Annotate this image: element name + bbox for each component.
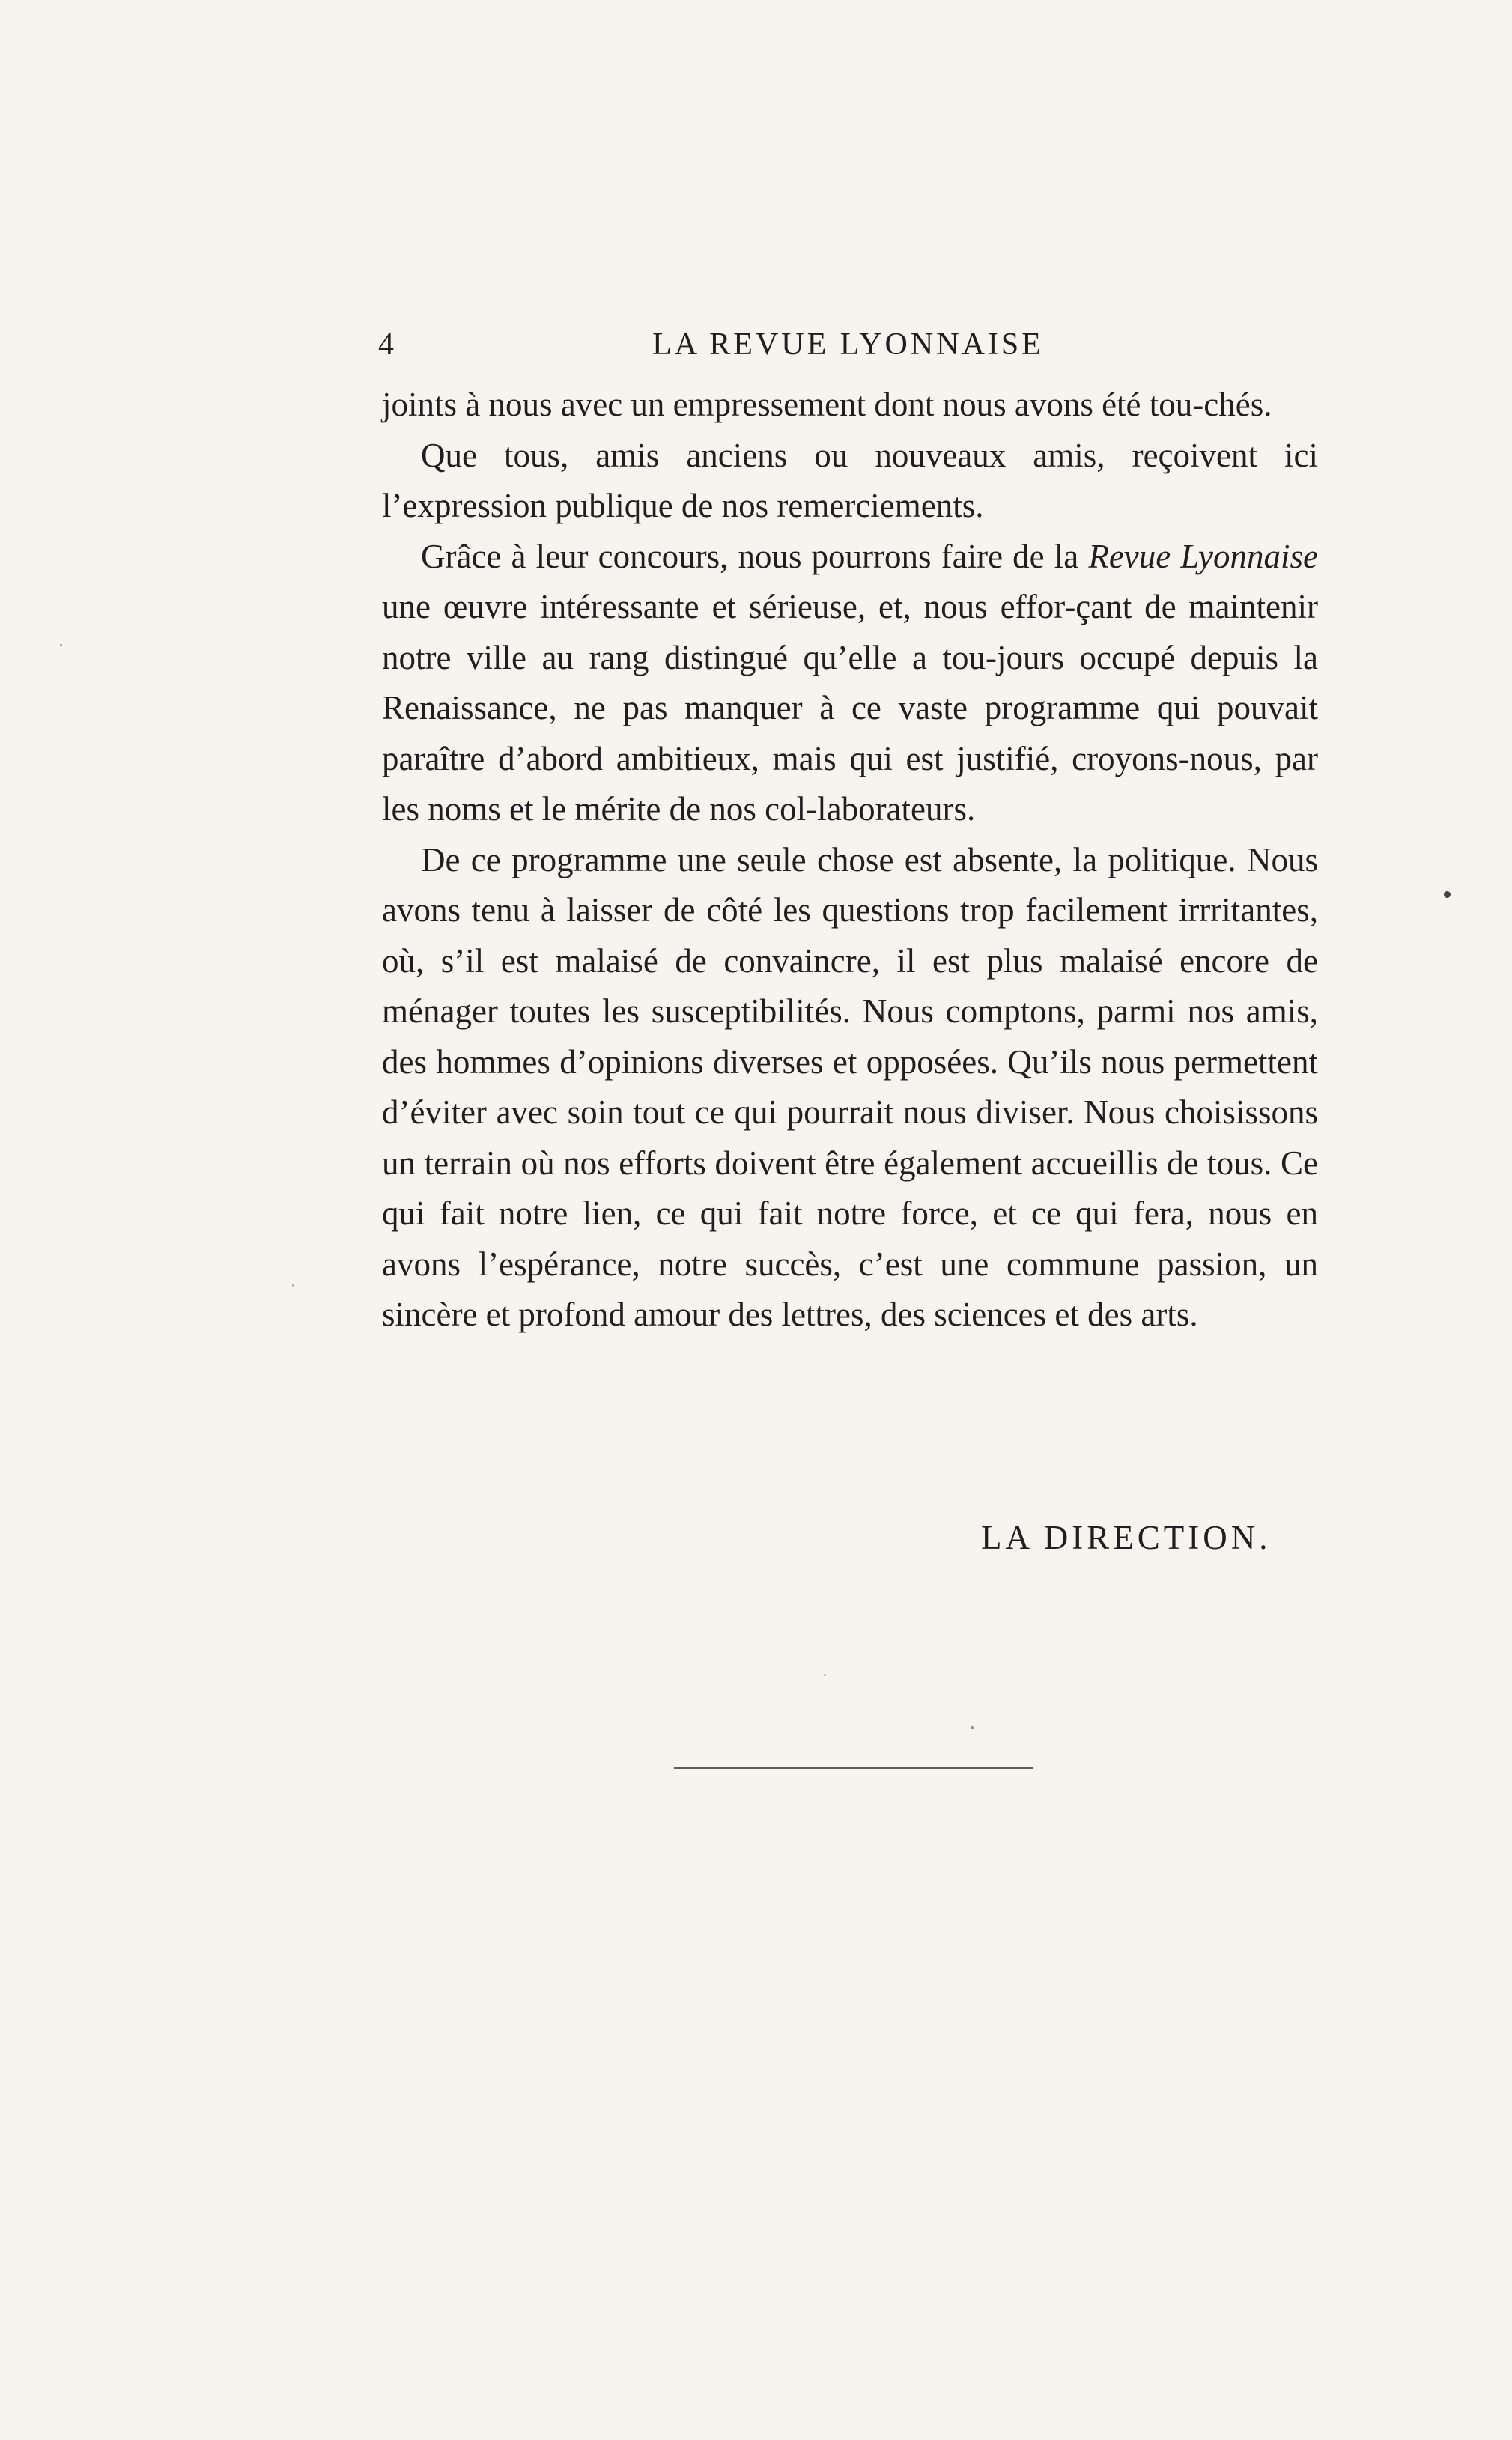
ink-speck	[292, 1284, 294, 1287]
paragraph-3-text-after: une œuvre intéressante et sérieuse, et, nous effor-çant de maintenir notre ville au rang distingué qu’elle a tou-jours occupé depuis la Renaissance, ne pas manquer à ce vaste programme qui pouvait paraître d’abord ambitieux, mais qui est justifié, croyons-nous, par les noms et le mérite de nos col-laborateurs.	[382, 588, 1318, 828]
page-number: 4	[378, 327, 394, 362]
paragraph-4: De ce programme une seule chose est absente, la politique. Nous avons tenu à laisser de côté les questions trop facilement irrritantes, où, s’il est malaisé de convaincre, il est plus malaisé encore de ménager toutes les susceptibilités. Nous comptons, parmi nos amis, des hommes d’opinions diverses et opposées. Qu’ils nous permettent d’éviter avec soin tout ce qui pourrait nous diviser. Nous choisissons un terrain où nos efforts doivent être également accueillis de tous. Ce qui fait notre lien, ce qui fait notre force, et ce qui fera, nous en avons l’espérance, notre succès, c’est une commune passion, un sincère et profond amour des lettres, des sciences et des arts.	[382, 840, 1318, 1333]
page-header	[378, 322, 1318, 367]
paragraph-3	[382, 532, 1318, 835]
paragraph-2: Que tous, amis anciens ou nouveaux amis, reçoivent ici l’expression publique de nos remerciements.	[382, 436, 1318, 524]
ink-speck	[971, 1726, 974, 1729]
running-title: LA REVUE LYONNAISE	[652, 327, 1044, 362]
signature: LA DIRECTION.	[981, 1519, 1272, 1556]
ink-speck	[1444, 891, 1451, 898]
ink-speck	[824, 1674, 826, 1676]
body-text	[382, 380, 1318, 1341]
journal-title-italic: Revue Lyonnaise	[1088, 537, 1318, 575]
paragraph-3-text-before: Grâce à leur concours, nous pourrons faire de la	[421, 537, 1089, 575]
closing-rule	[674, 1767, 1033, 1769]
paragraph-1: joints à nous avec un empressement dont nous avons été tou-chés.	[382, 386, 1272, 423]
ink-speck	[60, 644, 62, 646]
